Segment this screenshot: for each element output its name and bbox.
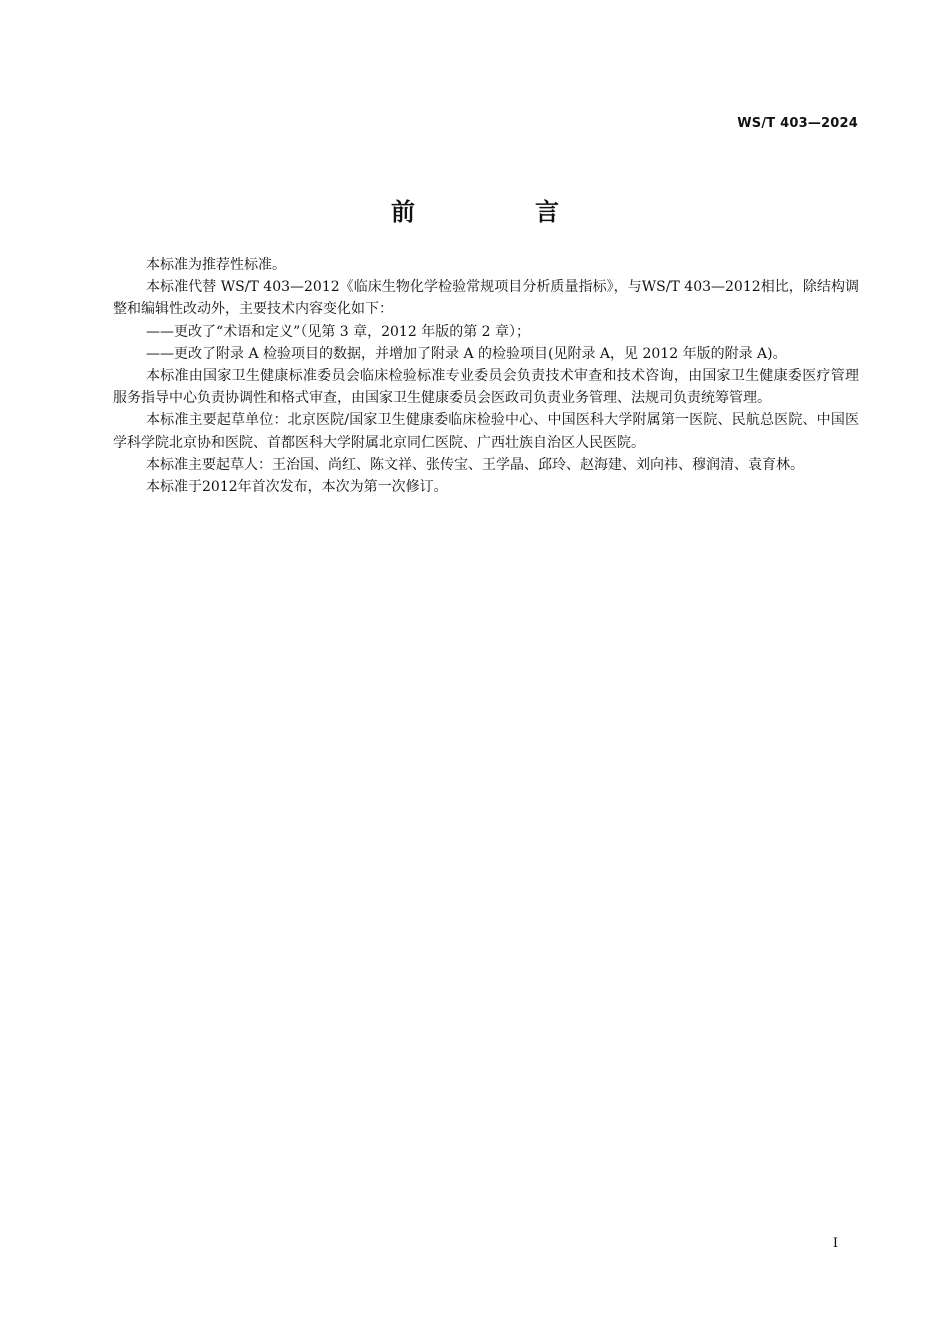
page-number: I	[832, 1236, 838, 1251]
standard-code: WS/T 403—2024	[737, 116, 858, 131]
paragraph-change-terms: ——更改了“术语和定义”（见第 3 章，2012 年版的第 2 章）；	[146, 323, 531, 340]
paragraph-drafters: 本标准主要起草人：王治国、尚红、陈文祥、张传宝、王学晶、邱玲、赵海建、刘向祎、穆润清、袁育林。	[146, 456, 804, 473]
paragraph-change-annex: ——更改了附录 A 检验项目的数据，并增加了附录 A 的检验项目(见附录 A，见 2012 年版的附录 A)。	[146, 345, 787, 362]
page-title: 前 言	[391, 198, 607, 226]
paragraph-drafting-units: 本标准主要起草单位：北京医院/国家卫生健康委临床检验中心、中国医科大学附属第一医院、民航总医院、中国医学科学院北京协和医院、首都医科大学附属北京同仁医院、广西壮族自治区人民医院。	[113, 412, 859, 451]
paragraph-history: 本标准于2012年首次发布，本次为第一次修订。	[146, 479, 448, 496]
paragraph-recommended: 本标准为推荐性标准。	[146, 257, 286, 273]
paragraph-replaces: 本标准代替 WS/T 403—2012《临床生物化学检验常规项目分析质量指标》，与WS/T 403—2012相比，除结构调整和编辑性改动外，主要技术内容变化如下：	[113, 279, 859, 318]
preface-body	[113, 254, 859, 498]
paragraph-review: 本标准由国家卫生健康标准委员会临床检验标准专业委员会负责技术审查和技术咨询，由国家卫生健康委医疗管理服务指导中心负责协调性和格式审查，由国家卫生健康委员会医政司负责业务管理、法规司负责统筹管理。	[113, 368, 859, 407]
